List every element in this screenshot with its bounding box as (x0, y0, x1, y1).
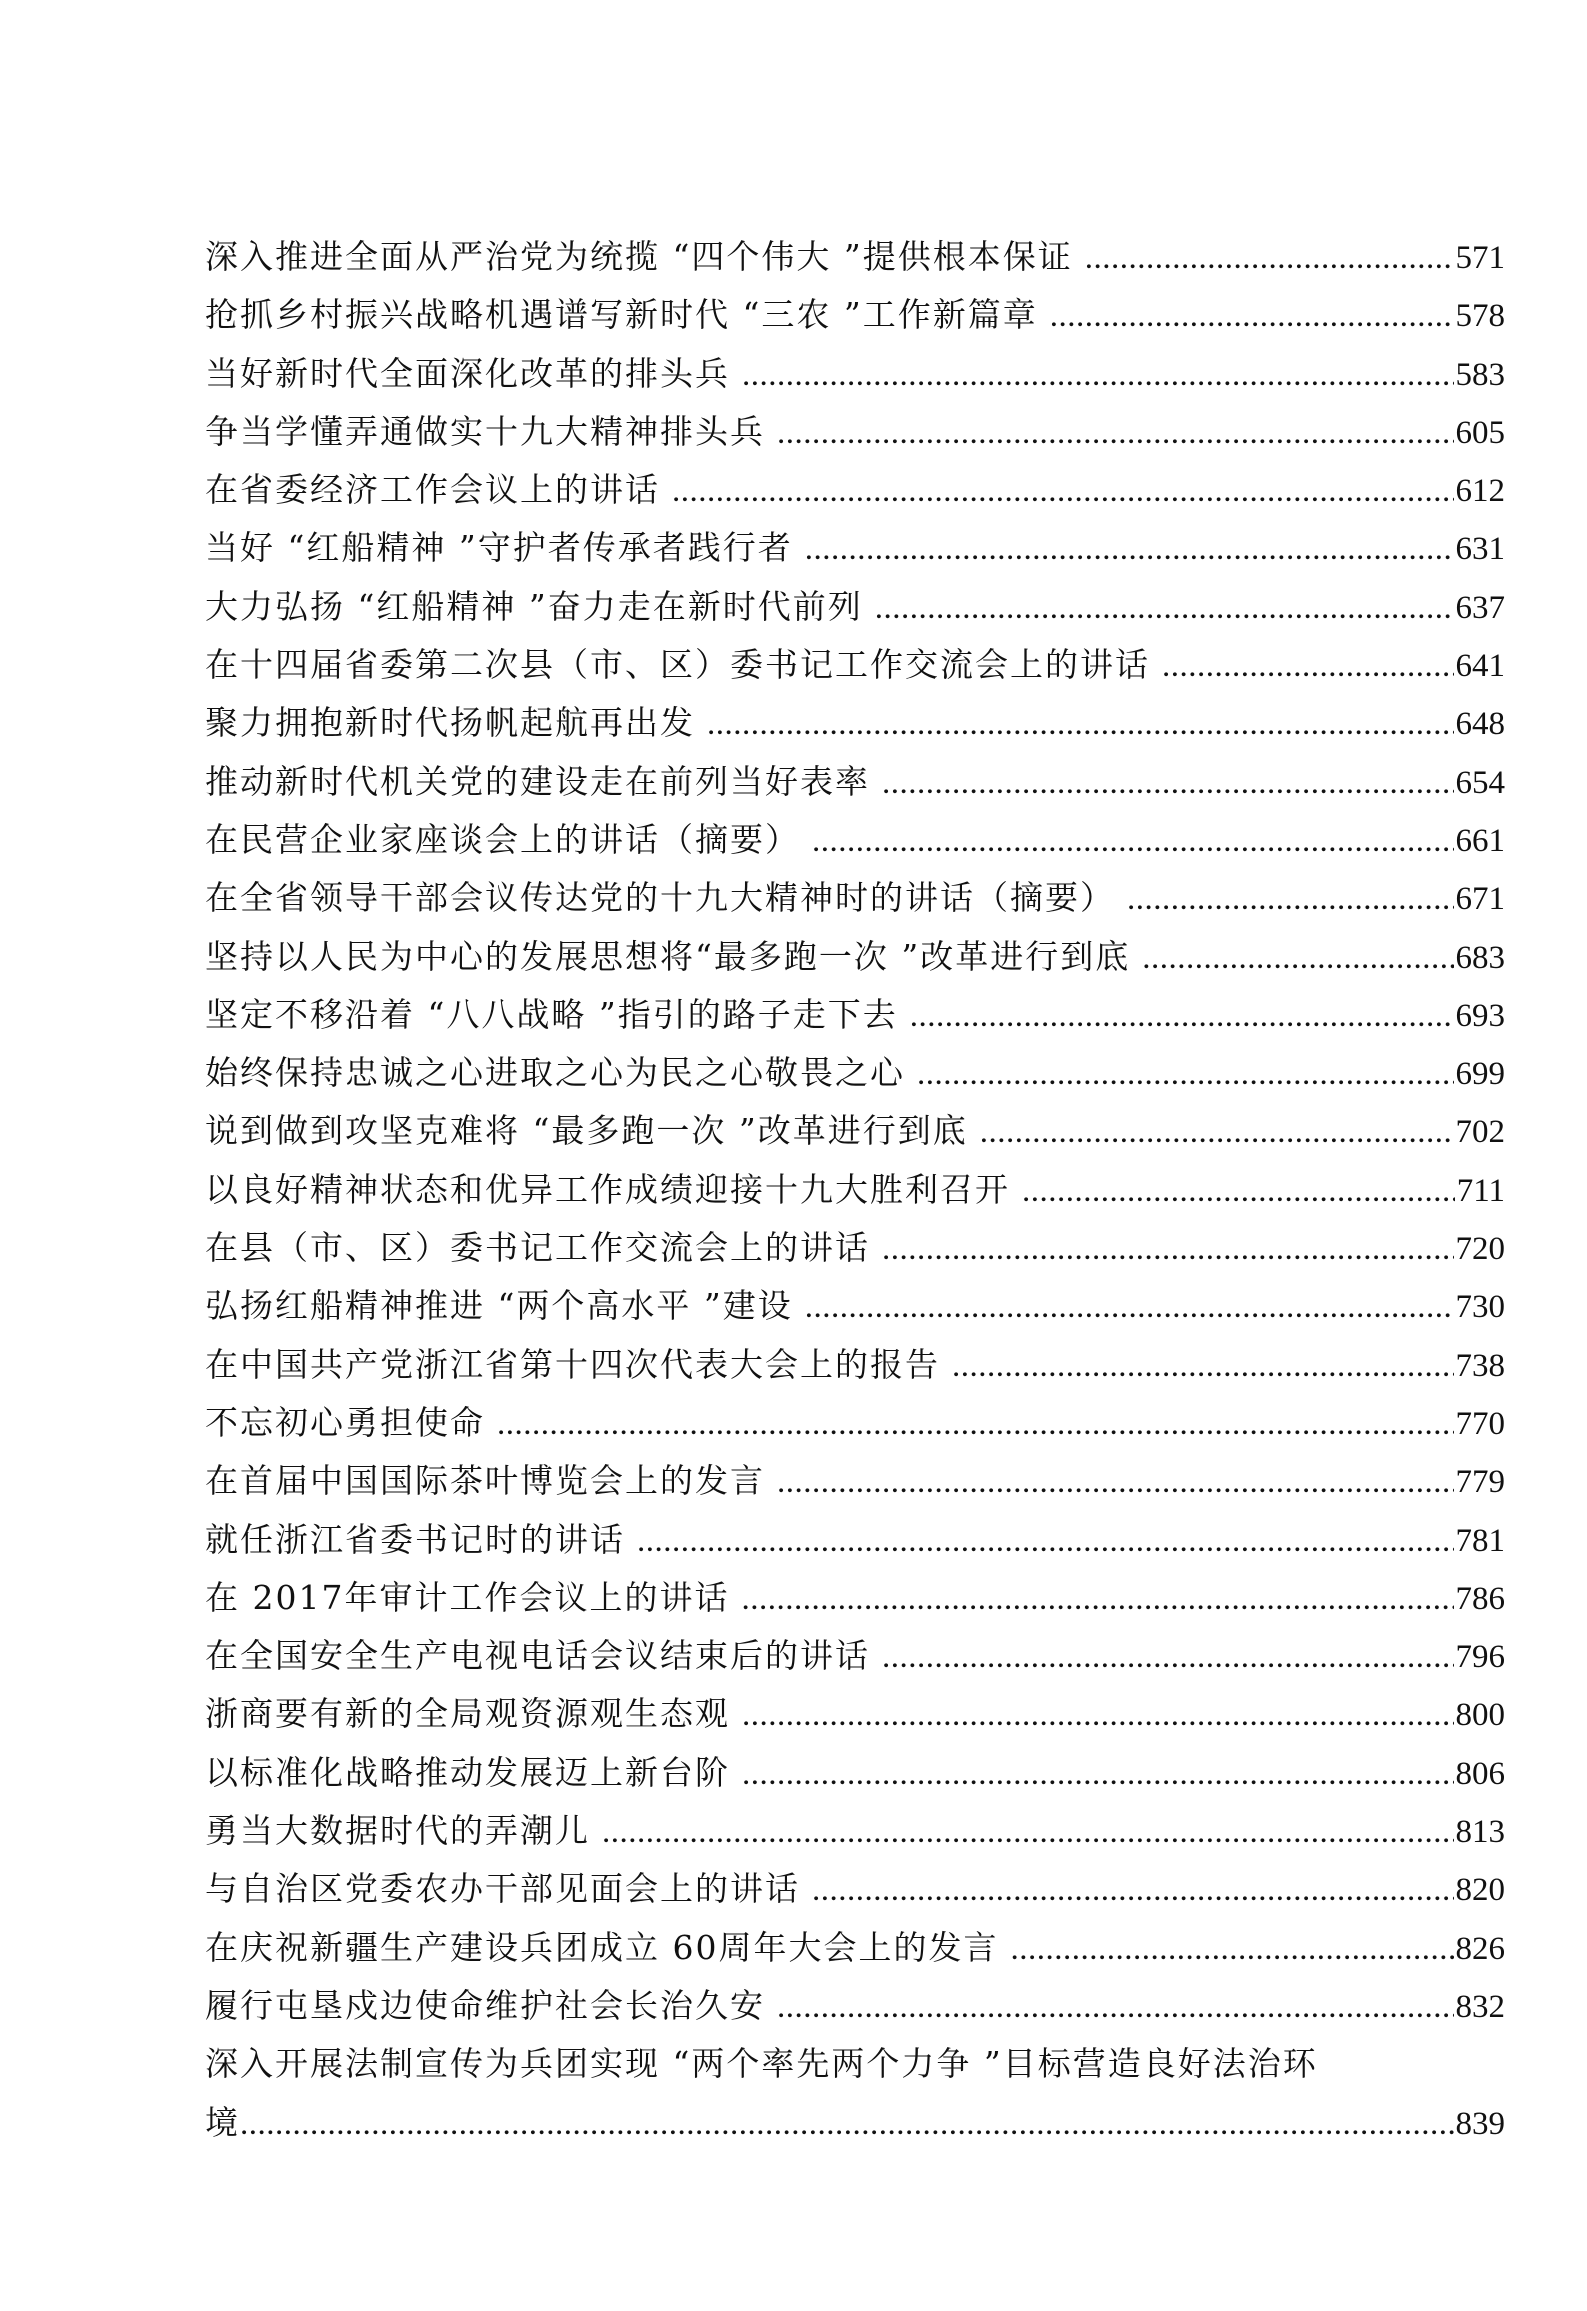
dot-leader (910, 987, 1454, 1045)
dot-leader (805, 1278, 1454, 1336)
dot-leader (602, 1803, 1454, 1861)
toc-entry-title: 说到做到攻坚克难将 “最多跑一次 ”改革进行到底 (205, 1111, 968, 1151)
dot-leader (917, 1045, 1454, 1103)
toc-entry-title: 抢抓乡村振兴战略机遇谱写新时代 “三农 ”工作新篇章 (205, 295, 1038, 335)
toc-entry-page-number: 800 (1455, 1697, 1505, 1734)
dot-leader (240, 2095, 1454, 2153)
toc-entry-page-number: 641 (1455, 648, 1505, 685)
dot-leader (1010, 1920, 1453, 1978)
toc-entry[interactable] (205, 986, 1505, 1044)
toc-entry-page-number: 631 (1455, 531, 1505, 568)
dot-leader (707, 695, 1454, 753)
toc-entry-title: 深入开展法制宣传为兵团实现 “两个率先两个力争 ”目标营造良好法治环 (205, 2044, 1318, 2084)
toc-entry[interactable] (205, 1511, 1505, 1569)
dot-leader (742, 1686, 1454, 1744)
toc-entry-page-number: 648 (1455, 706, 1505, 743)
toc-entry-title: 就任浙江省委书记时的讲话 (205, 1519, 625, 1559)
dot-leader (1022, 1162, 1455, 1220)
dot-leader (497, 1395, 1454, 1453)
toc-entry-page-number: 820 (1455, 1872, 1505, 1909)
toc-entry-page-number: 661 (1455, 822, 1505, 859)
toc-entry-title: 在全省领导干部会议传达党的十九大精神时的讲话（摘要） (205, 878, 1115, 918)
toc-entry-title: 弘扬红船精神推进 “两个高水平 ”建设 (205, 1286, 793, 1326)
toc-entry[interactable] (205, 1277, 1505, 1335)
toc-entry[interactable] (205, 753, 1505, 811)
toc-entry-page-number: 832 (1455, 1988, 1505, 2025)
toc-entry-page-number: 699 (1455, 1056, 1505, 1093)
toc-entry-title: 当好 “红船精神 ”守护者传承者践行者 (205, 528, 793, 568)
toc-entry-title: 履行屯垦戍边使命维护社会长治久安 (205, 1985, 765, 2025)
toc-entry-title: 在民营企业家座谈会上的讲话（摘要） (205, 819, 800, 859)
toc-entry[interactable] (205, 345, 1505, 403)
toc-entry-page-number: 806 (1455, 1755, 1505, 1792)
toc-entry[interactable] (205, 1919, 1505, 1977)
dot-leader (980, 1103, 1454, 1161)
toc-entry-title: 当好新时代全面深化改革的排头兵 (205, 353, 730, 393)
toc-entry-title: 在 2017年审计工作会议上的讲话 (205, 1577, 730, 1617)
dot-leader (952, 1337, 1454, 1395)
dot-leader (637, 1512, 1454, 1570)
toc-entry-page-number: 826 (1455, 1930, 1505, 1967)
toc-entry[interactable] (205, 1394, 1505, 1452)
toc-entry-page-number: 693 (1455, 997, 1505, 1034)
dot-leader (882, 1220, 1454, 1278)
dot-leader (882, 1628, 1454, 1686)
toc-entry[interactable] (205, 1044, 1505, 1102)
toc-entry[interactable] (205, 1860, 1505, 1918)
toc-entry[interactable] (205, 1219, 1505, 1277)
dot-leader (812, 1861, 1454, 1919)
toc-entry-page-number: 654 (1455, 764, 1505, 801)
toc-entry-page-number: 711 (1456, 1172, 1505, 1209)
toc-entry[interactable] (205, 1977, 1505, 2035)
toc-entry[interactable] (205, 869, 1505, 927)
dot-leader (875, 579, 1454, 637)
toc-entry[interactable] (205, 1569, 1505, 1627)
toc-entry-page-number: 738 (1455, 1347, 1505, 1384)
dot-leader (882, 754, 1454, 812)
toc-entry-title-continued: 境 (205, 2102, 240, 2142)
dot-leader (1050, 287, 1454, 345)
toc-entry-title: 以良好精神状态和优异工作成绩迎接十九大胜利召开 (205, 1169, 1010, 1209)
toc-entry[interactable] (205, 636, 1505, 694)
toc-entry[interactable] (205, 403, 1505, 461)
toc-entry[interactable] (205, 519, 1505, 577)
toc-entry-title: 争当学懂弄通做实十九大精神排头兵 (205, 411, 765, 451)
toc-entry[interactable] (205, 694, 1505, 752)
toc-entry-page-number: 702 (1455, 1114, 1505, 1151)
toc-entry-page-number: 583 (1455, 356, 1505, 393)
toc-entry-title: 在县（市、区）委书记工作交流会上的讲话 (205, 1228, 870, 1268)
toc-entry-page-number: 770 (1455, 1405, 1505, 1442)
toc-entry-title: 推动新时代机关党的建设走在前列当好表率 (205, 761, 870, 801)
toc-entry[interactable] (205, 228, 1505, 286)
toc-entry-title: 在首届中国国际茶叶博览会上的发言 (205, 1461, 765, 1501)
toc-entry[interactable] (205, 928, 1505, 986)
toc-entry-continuation (205, 2094, 1505, 2152)
toc-entry-page-number: 796 (1455, 1639, 1505, 1676)
toc-entry-title: 深入推进全面从严治党为统揽 “四个伟大 ”提供根本保证 (205, 237, 1073, 276)
toc-entry-page-number: 779 (1455, 1464, 1505, 1501)
toc-entry-page-number: 781 (1455, 1522, 1505, 1559)
dot-leader (1127, 870, 1454, 928)
toc-entry[interactable] (205, 2035, 1505, 2152)
toc-entry[interactable] (205, 1161, 1505, 1219)
toc-entry-title: 在全国安全生产电视电话会议结束后的讲话 (205, 1636, 870, 1676)
toc-entry[interactable] (205, 1802, 1505, 1860)
toc-entry-page-number: 720 (1455, 1231, 1505, 1268)
dot-leader (805, 520, 1454, 578)
toc-entry-page-number: 578 (1455, 298, 1505, 335)
toc-entry-page-number: 612 (1455, 473, 1505, 510)
dot-leader (1085, 229, 1454, 287)
toc-entry-page-number: 683 (1455, 939, 1505, 976)
toc-entry-page-number: 671 (1455, 881, 1505, 918)
toc-entry-title: 不忘初心勇担使命 (205, 1402, 485, 1442)
toc-entry[interactable] (205, 578, 1505, 636)
toc-entry-page-number: 571 (1455, 240, 1505, 276)
toc-entry[interactable] (205, 1685, 1505, 1743)
toc-entry[interactable] (205, 811, 1505, 869)
toc-entry-title: 浙商要有新的全局观资源观生态观 (205, 1694, 730, 1734)
toc-entry-title: 始终保持忠诚之心进取之心为民之心敬畏之心 (205, 1053, 905, 1093)
dot-leader (1162, 637, 1454, 695)
dot-leader (742, 346, 1454, 404)
dot-leader (1142, 929, 1453, 987)
dot-leader (741, 1570, 1453, 1628)
toc-entry[interactable] (205, 1102, 1505, 1160)
toc-entry-title: 坚持以人民为中心的发展思想将“最多跑一次 ”改革进行到底 (205, 936, 1131, 976)
dot-leader (812, 812, 1454, 870)
toc-entry-title: 在中国共产党浙江省第十四次代表大会上的报告 (205, 1344, 940, 1384)
toc-entry-title: 在十四届省委第二次县（市、区）委书记工作交流会上的讲话 (205, 645, 1150, 685)
toc-entry-title: 大力弘扬 “红船精神 ”奋力走在新时代前列 (205, 586, 863, 626)
toc-entry-title: 以标准化战略推动发展迈上新台阶 (205, 1752, 730, 1792)
toc-entry-title: 坚定不移沿着 “八八战略 ”指引的路子走下去 (205, 994, 898, 1034)
toc-entry-page-number: 786 (1455, 1580, 1505, 1617)
toc-entry-page-number: 839 (1455, 2105, 1505, 2142)
toc-entry-page-number: 813 (1455, 1814, 1505, 1851)
dot-leader (742, 1745, 1454, 1803)
toc-entry-title: 在省委经济工作会议上的讲话 (205, 470, 660, 510)
toc-entry-page-number: 637 (1455, 589, 1505, 626)
dot-leader (777, 1978, 1454, 2036)
toc-entry-page-number: 730 (1455, 1289, 1505, 1326)
table-of-contents (205, 228, 1505, 2152)
toc-entry[interactable] (205, 286, 1505, 344)
toc-entry[interactable] (205, 1336, 1505, 1394)
dot-leader (672, 462, 1454, 520)
toc-entry-title: 勇当大数据时代的弄潮儿 (205, 1811, 590, 1851)
toc-entry-title: 在庆祝新疆生产建设兵团成立 60周年大会上的发言 (205, 1927, 999, 1967)
toc-entry[interactable] (205, 1627, 1505, 1685)
toc-entry[interactable] (205, 1452, 1505, 1510)
toc-entry[interactable] (205, 461, 1505, 519)
dot-leader (777, 1453, 1454, 1511)
toc-entry-title: 聚力拥抱新时代扬帆起航再出发 (205, 703, 695, 743)
toc-entry-page-number: 605 (1455, 414, 1505, 451)
dot-leader (777, 404, 1454, 462)
toc-entry-title: 与自治区党委农办干部见面会上的讲话 (205, 1869, 800, 1909)
toc-entry[interactable] (205, 1744, 1505, 1802)
